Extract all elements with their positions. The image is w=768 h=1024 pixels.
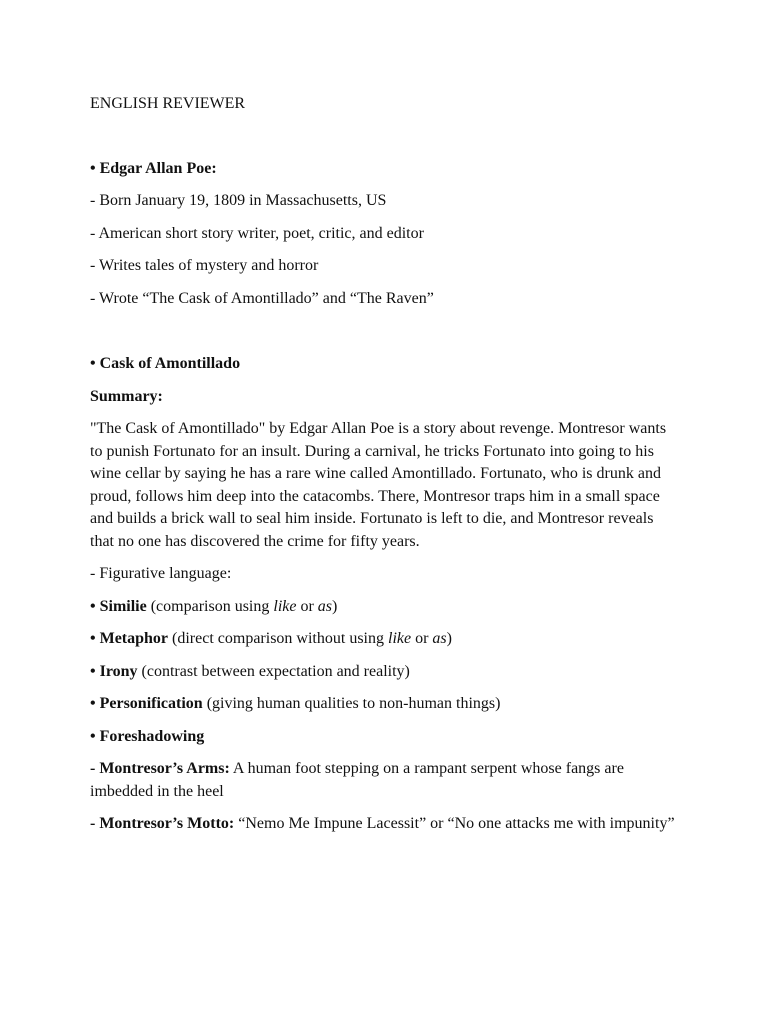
- document-title: ENGLISH REVIEWER: [90, 95, 246, 112]
- poe-fact-genre: - Writes tales of mystery and horror: [90, 257, 319, 274]
- foreshadowing-item: • Foreshadowing: [90, 727, 205, 745]
- cask-heading: • Cask of Amontillado: [90, 355, 241, 372]
- document-page: [90, 93, 680, 846]
- metaphor-item: • Metaphor (direct comparison without using like or as): [90, 630, 452, 647]
- poe-heading: • Edgar Allan Poe:: [90, 159, 217, 177]
- personification-item: • Personification (giving human qualities to non-human things): [90, 695, 501, 712]
- montresor-arms: - Montresor’s Arms: A human foot stepping on a rampant serpent whose fangs are imbedded in the heel: [90, 760, 624, 800]
- summary-label: Summary:: [90, 387, 163, 405]
- irony-item: • Irony (contrast between expectation and reality): [90, 662, 410, 680]
- simile-item: • Similie (comparison using like or as): [90, 597, 338, 615]
- summary-paragraph: "The Cask of Amontillado" by Edgar Allan Poe is a story about revenge. Montresor wants to punish Fortunato for an insult. During a carnival, he tricks Fortunato into going to his wine cellar by saying he has a rare wine called Amontillado. Fortunato, who is drunk and proud, follows him deep into the catacombs. There, Montresor traps him in a small space and builds a brick wall to seal him inside. Fortunato is left to die, and Montresor reveals that no one has discovered the crime for fifty years.: [90, 420, 667, 550]
- poe-fact-occupation: - American short story writer, poet, critic, and editor: [90, 224, 424, 242]
- poe-fact-works: - Wrote “The Cask of Amontillado” and “The Raven”: [90, 289, 434, 307]
- montresor-motto: - Montresor’s Motto: “Nemo Me Impune Lacessit” or “No one attacks me with impunity”: [90, 815, 675, 832]
- poe-fact-birth: - Born January 19, 1809 in Massachusetts, US: [90, 192, 387, 209]
- figurative-language-label: - Figurative language:: [90, 565, 232, 582]
